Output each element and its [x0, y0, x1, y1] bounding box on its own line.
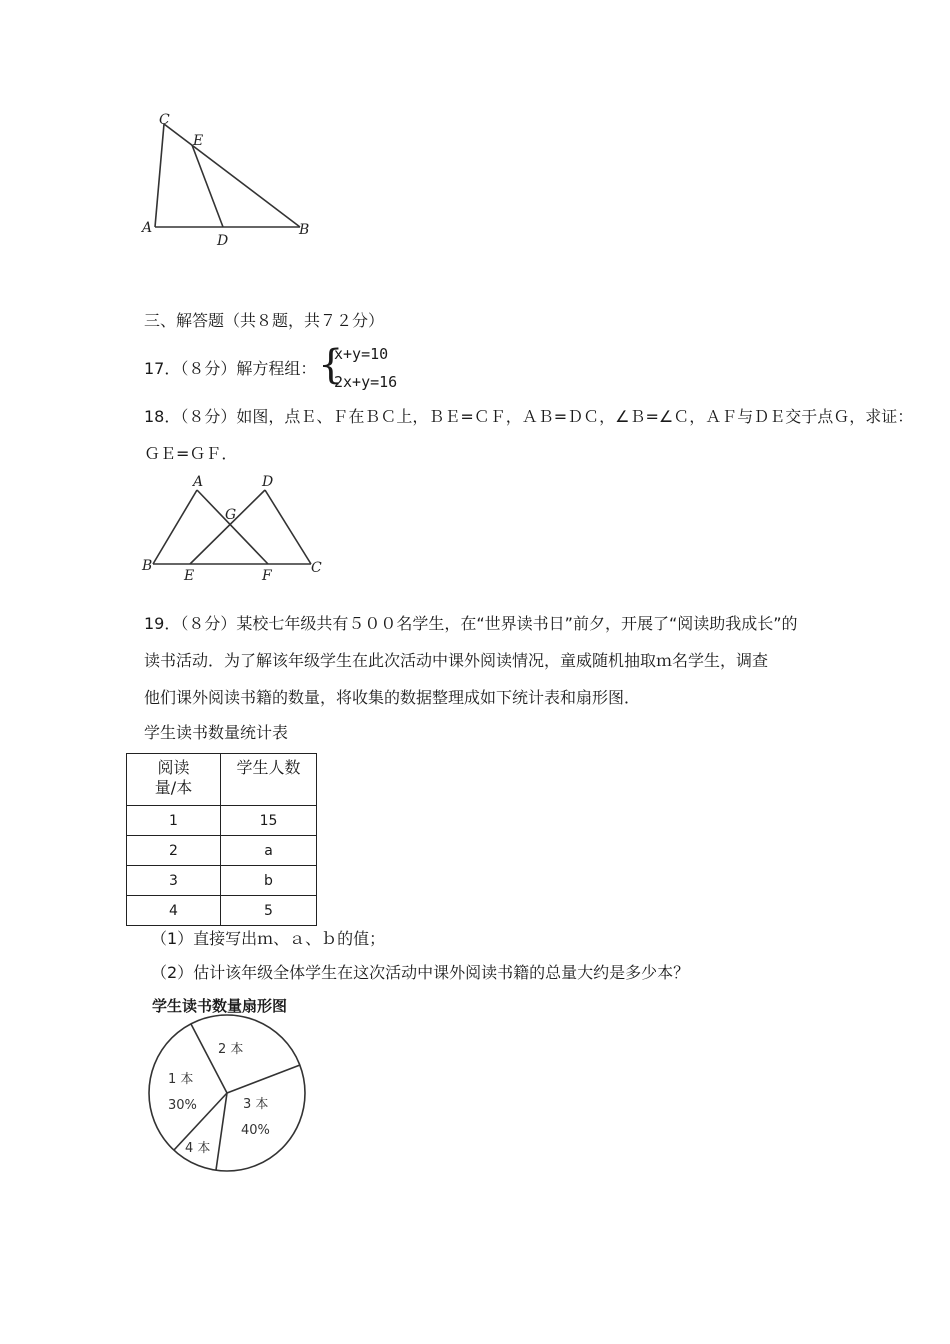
label-f: F: [262, 568, 272, 584]
pie-label-4: 4 本: [185, 1141, 211, 1156]
q18-line-1: 18．（８分）如图，点Ｅ、Ｆ在ＢＣ上，ＢＥ=ＣＦ，ＡＢ=ＤＣ，∠Ｂ=∠Ｃ，ＡＦ与ＤＥ交于点Ｇ，求证：: [144, 407, 914, 426]
segment-af: [197, 490, 268, 564]
pie-value-3: 40%: [241, 1123, 270, 1138]
label-a: A: [193, 474, 204, 490]
segment-ca: [155, 124, 164, 227]
q17-prompt: 17．（８分）解方程组：: [144, 359, 317, 378]
cell-amount: 2: [127, 836, 221, 866]
header-count: 学生人数: [221, 754, 317, 806]
pie-chart: [140, 1010, 310, 1180]
label-d: D: [217, 233, 229, 249]
q19-sub-question-2: （2）估计该年级全体学生在这次活动中课外阅读书籍的总量大约是多少本？: [151, 963, 690, 982]
label-g: G: [225, 507, 237, 523]
system-brace: {: [318, 342, 344, 388]
q19-line-3: 他们课外阅读书籍的数量，将收集的数据整理成如下统计表和扇形图．: [144, 688, 641, 707]
q19-line-1: 19．（８分）某校七年级共有５００名学生，在“世界读书日”前夕，开展了“阅读助我成长”的: [144, 614, 798, 633]
label-e: E: [193, 133, 204, 149]
pie-divider-2-3: [227, 1065, 300, 1093]
table-title: 学生读书数量统计表: [144, 723, 289, 742]
cell-count: a: [221, 836, 317, 866]
congruent-triangles-figure: [135, 470, 335, 585]
label-b: B: [142, 558, 153, 574]
label-b: B: [299, 222, 310, 238]
pie-divider-3-4: [216, 1093, 227, 1170]
label-d: D: [262, 474, 274, 490]
segment-dc: [265, 490, 311, 564]
table-row: [127, 866, 317, 896]
label-c: C: [311, 560, 322, 576]
segment-cb: [164, 124, 300, 227]
cell-count: b: [221, 866, 317, 896]
q19-sub-question-1: （1）直接写出ｍ、ａ、ｂ的值；: [151, 929, 386, 948]
pie-label-2: 2 本: [218, 1042, 244, 1057]
q18-line-2: ＧＥ=ＧＦ．: [144, 444, 238, 463]
q17-equation-1: x+y=10: [334, 345, 389, 363]
segment-ed: [190, 490, 265, 564]
cell-amount: 4: [127, 896, 221, 926]
segment-ba: [153, 490, 197, 564]
table-row: [127, 896, 317, 926]
header-amount-line-1: 阅读: [157, 758, 190, 777]
pie-label-1: 1 本: [168, 1072, 194, 1087]
label-a: A: [142, 220, 153, 236]
cell-count: 15: [221, 806, 317, 836]
table-header-row: [127, 754, 317, 806]
pie-label-3: 3 本: [243, 1097, 269, 1112]
table-row: [127, 806, 317, 836]
cell-count: 5: [221, 896, 317, 926]
cell-amount: 1: [127, 806, 221, 836]
cell-amount: 3: [127, 866, 221, 896]
q17-equation-2: 2x+y=16: [334, 373, 398, 391]
header-amount-line-2: 量/本: [154, 778, 193, 797]
label-c: C: [159, 112, 170, 128]
label-e: E: [184, 568, 195, 584]
section-heading: 三、解答题（共８题，共７２分）: [144, 311, 385, 330]
pie-chart-title: 学生读书数量扇形图: [152, 997, 288, 1015]
pie-value-1: 30%: [168, 1098, 197, 1113]
triangle-figure: [135, 105, 335, 255]
q19-line-2: 读书活动．为了解该年级学生在此次活动中课外阅读情况，童威随机抽取ｍ名学生，调查: [144, 651, 769, 670]
reading-stats-table: [126, 753, 317, 926]
pie-divider-1-2: [191, 1024, 227, 1093]
header-amount: [127, 754, 221, 806]
table-row: [127, 836, 317, 866]
